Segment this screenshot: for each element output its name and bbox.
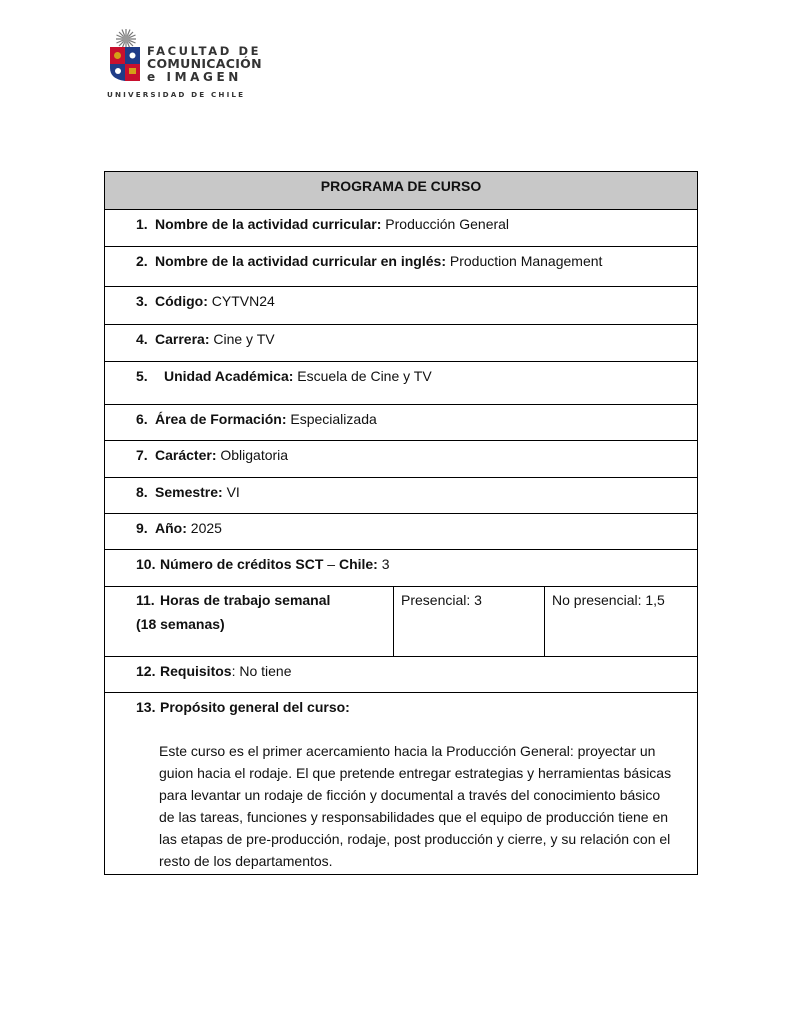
row-label: Requisitos (160, 663, 232, 679)
row-label: Nombre de la actividad curricular: (155, 216, 382, 232)
logo-text-line1: FACULTAD DE (147, 44, 262, 58)
row-number: 11. (136, 592, 155, 608)
logo-text-line2: COMUNICACIÓN (147, 56, 262, 71)
row-value: Cine y TV (209, 331, 275, 347)
row-label: Carrera: (155, 331, 210, 347)
row-number: 2. (136, 253, 148, 269)
row-label: Horas de trabajo semanal (160, 592, 331, 608)
row-academic-unit (105, 361, 697, 404)
logo-text-university: UNIVERSIDAD DE CHILE (107, 90, 246, 99)
row-value: CYTVN24 (207, 293, 275, 309)
row-requirements (105, 656, 697, 692)
row-value: Obligatoria (216, 447, 289, 463)
row-number: 7. (136, 447, 148, 463)
row-value-2: 3 (377, 556, 390, 572)
row-value: Especializada (286, 411, 377, 427)
row-number: 13. (136, 699, 156, 715)
row-label: Carácter: (155, 447, 217, 463)
row-character (105, 440, 697, 477)
row-value: Production Management (445, 253, 603, 269)
row-value: Escuela de Cine y TV (293, 368, 432, 384)
row-label: Código: (155, 293, 208, 309)
row-number: 1. (136, 216, 148, 232)
row-year (105, 513, 697, 549)
row-value: : No tiene (231, 663, 292, 679)
row-number: 6. (136, 411, 148, 427)
row-label: Propósito general del curso: (160, 699, 350, 715)
row-number: 3. (136, 293, 148, 309)
row-value: 2025 (186, 520, 222, 536)
row-number: 8. (136, 484, 148, 500)
course-program-table (104, 171, 698, 875)
hours-weeks: (18 semanas) (136, 616, 225, 632)
row-value: VI (222, 484, 240, 500)
hours-no-presencial: No presencial: 1,5 (552, 592, 665, 608)
row-number: 5. (136, 368, 148, 384)
row-label: Año: (155, 520, 187, 536)
row-course-purpose (105, 692, 697, 874)
row-label: Número de créditos SCT (160, 556, 324, 572)
row-activity-name (105, 209, 697, 246)
row-number: 4. (136, 331, 148, 347)
row-number: 12. (136, 663, 156, 679)
row-label: Semestre: (155, 484, 223, 500)
row-number: 10. (136, 556, 156, 572)
row-number: 9. (136, 520, 148, 536)
row-activity-name-english (105, 246, 697, 286)
purpose-text: Este curso es el primer acercamiento hacia la Producción General: proyectar un guion hacia el rodaje. El que pretende entregar estrategias y herramientas básicas para levantar un rodaje de ficción y documental a través del conocimiento básico de las tareas, funciones y responsabilidades que el equipo de producción tiene en las etapas de pre-producción, rodaje, post producción y cierre, y su relación con el resto de los departamentos. (159, 743, 672, 869)
row-training-area (105, 404, 697, 440)
row-value: – (323, 556, 339, 572)
hours-label-cell (105, 587, 394, 656)
row-label: Área de Formación: (155, 411, 287, 427)
row-weekly-hours (105, 586, 697, 656)
row-credits (105, 549, 697, 586)
university-shield-icon (109, 46, 141, 82)
logo-text-line3: e IMAGEN (147, 70, 242, 84)
row-label-2: Chile: (338, 556, 378, 572)
hours-presencial: Presencial: 3 (394, 587, 545, 656)
row-career (105, 324, 697, 361)
row-code (105, 286, 697, 324)
row-value: Producción General (381, 216, 510, 232)
row-label: Nombre de la actividad curricular en inglés: (155, 253, 446, 269)
table-title: PROGRAMA DE CURSO (105, 172, 697, 209)
row-label: Unidad Académica: (164, 368, 294, 384)
faculty-logo (107, 28, 277, 102)
row-semester (105, 477, 697, 513)
